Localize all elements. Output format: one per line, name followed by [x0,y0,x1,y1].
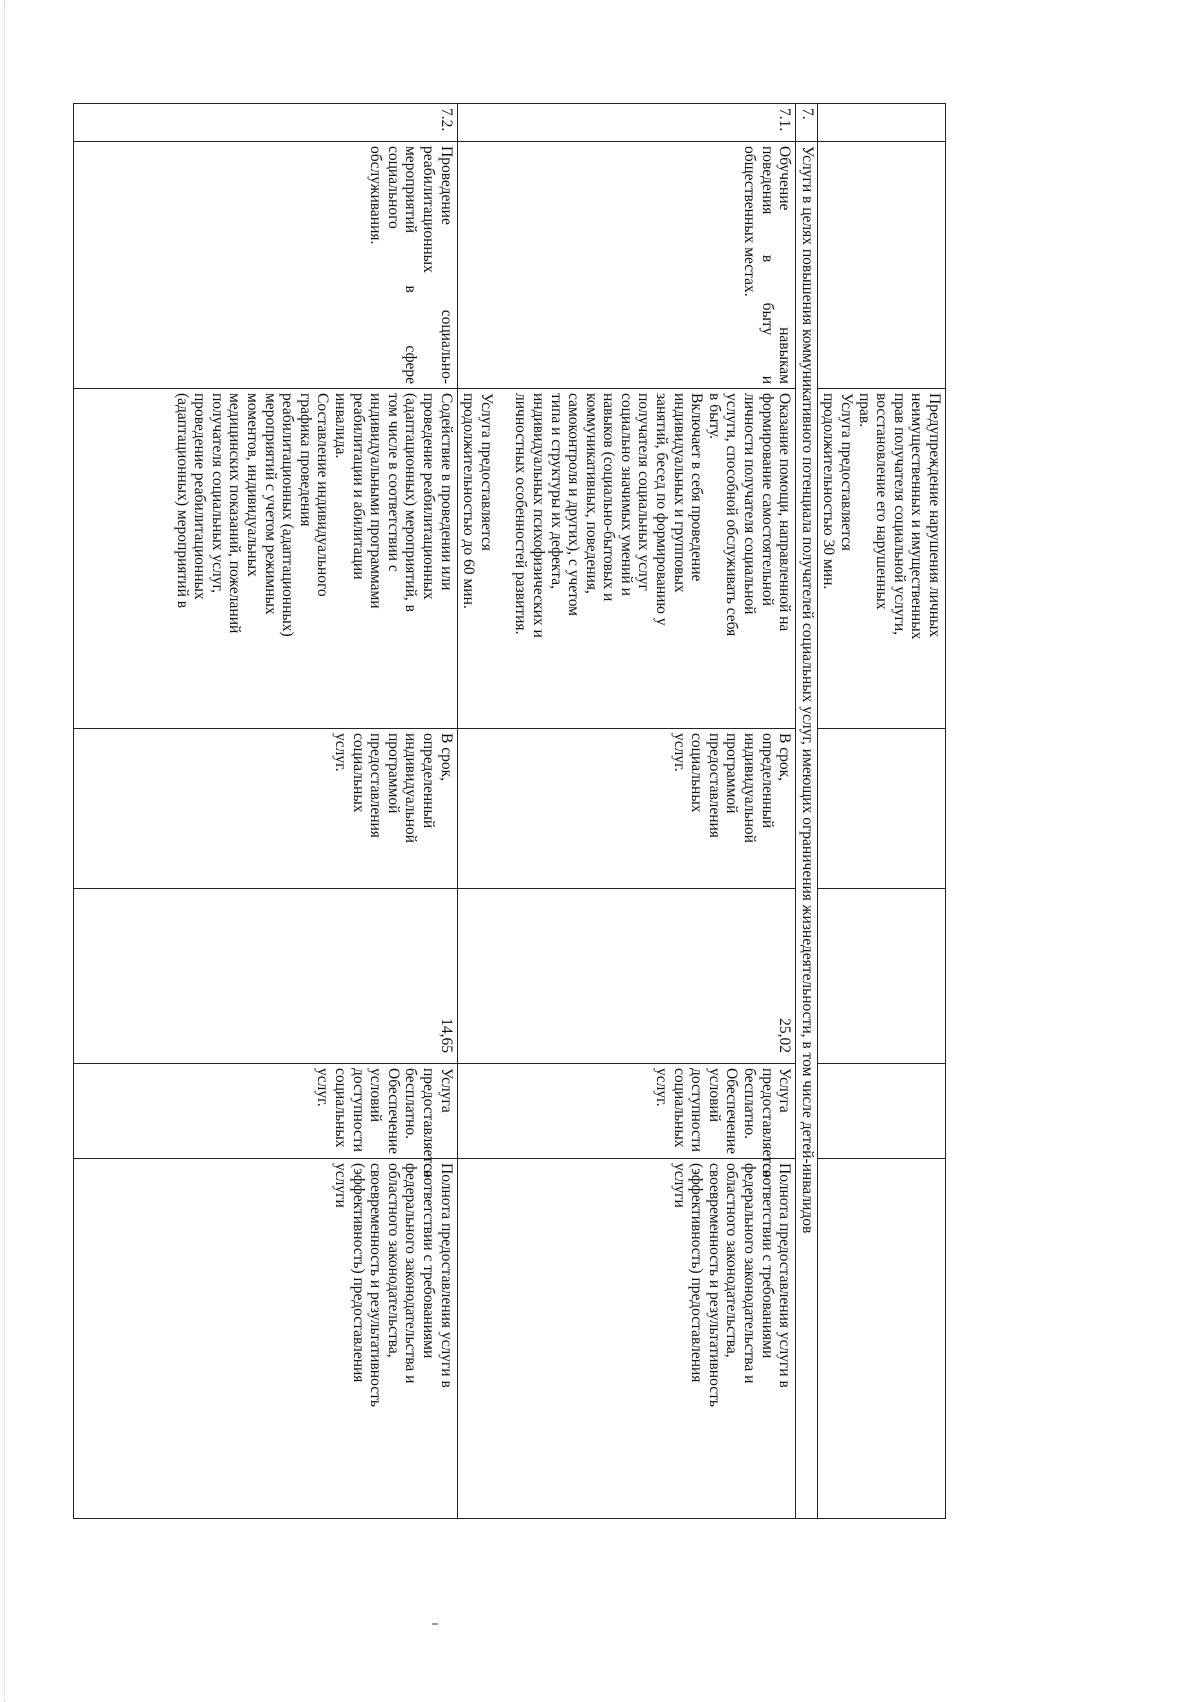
cell-description [457,389,796,729]
cell-quality [457,1159,796,1519]
scan-edge [4,0,6,1702]
text-line: В срок, [776,733,794,781]
text-line: Содействие в проведении или [437,393,455,591]
table-row [73,104,457,1519]
text-line: проведение реабилитационных [191,393,209,600]
section-header-row [796,104,818,1519]
text-line: Полнота предоставления услуги в [437,1163,455,1388]
cell-quality [73,1159,457,1519]
text-line: социальных [349,733,367,813]
text-line: (эффективность) предоставления [688,1163,706,1383]
text-line: индивидуальных и групповых [670,393,688,593]
spacer [495,393,512,724]
text-line: бесплатно. [741,1068,759,1140]
text-line: проведение реабилитационных [419,393,437,600]
text-line: Услуга предоставляется [477,393,495,551]
text-line: получателя социальных услуг [635,393,653,591]
text-line: продолжительностью до 60 мин. [460,393,478,609]
services-table [73,103,946,1519]
text-line: определенный [419,733,437,829]
text-line: инвалида. [332,393,349,459]
text-line: социальных [332,1068,349,1148]
rotated-document-page [103,103,946,1518]
text-line: занятий, бесед по формированию у [653,393,671,626]
table-row [457,104,796,1519]
text-line: программой [723,733,741,814]
text-line: условий [367,1068,385,1123]
text-line: областного законодательства, [723,1163,741,1358]
text-line: Услуга [776,1068,794,1113]
text-line: определенный [758,733,776,829]
text-line: доступности [688,1068,706,1152]
text-line: социальных [688,733,706,813]
text-line: федерального законодательства и [402,1163,420,1384]
cell-tariff [817,889,945,1064]
text-line: (адаптационных) мероприятий в [173,393,191,609]
text-line: индивидуальной [741,733,759,843]
cell-description [73,389,457,729]
text-line: личностных особенностей развития. [512,393,530,635]
text-line: социально значимых умений и [617,393,635,596]
text-line: обслуживания. [367,146,385,245]
text-line: В срок, [437,733,455,781]
cell-number: 7.2. [73,104,457,142]
cell-number [817,104,945,142]
text-line: областного законодательства, [384,1163,402,1358]
text-line: социального [384,146,402,229]
text-line: предоставления [367,733,385,838]
text-line: услуг. [670,733,688,772]
text-line: услуг. [653,1068,671,1107]
text-line: в быту. [705,393,723,440]
page-mark [432,1623,438,1625]
table-row [817,104,945,1519]
text-line: предоставляется [758,1068,776,1178]
text-line: реабилитации и абилитации [349,393,367,580]
text-line: бесплатно. [402,1068,420,1140]
text-line: мероприятий с учетом режимных [261,393,279,615]
text-line: мероприятий в сфере [402,146,420,384]
section-title: Услуги в целях повышения коммуникативного потенциала получателей социальных услуг, имеющих ограничения жизнедеятельности, в том числе детей-инвалидов [796,142,818,1519]
text-line: социальных [670,1068,688,1148]
text-line: своевременность и результативность [367,1163,385,1407]
text-line: услуг. [314,1068,332,1107]
text-line: медицинских показаний, пожеланий [226,393,244,634]
text-line: коммуникативных, поведения, [582,393,600,594]
text-line: реабилитационных (адаптационных) [279,393,297,637]
text-line: услуги [332,1163,349,1208]
text-line: навыков (социально-бытовых и [600,393,618,602]
text-line: своевременность и результативность [705,1163,723,1407]
text-line: прав получателя социальной услуги, [890,393,908,636]
text-line: Проведение социально- [437,146,455,384]
text-line: соответствии с требованиями [758,1163,776,1359]
text-line: типа и структуры их дефекта, [547,393,565,589]
text-line: Предупреждение нарушения личных [926,393,943,638]
text-line: Составление индивидуального [314,393,332,597]
text-line: соответствии с требованиями [419,1163,437,1359]
text-line: реабилитационных [419,146,437,273]
text-line: восстановление его нарушенных [873,393,891,610]
cell-tariff: 25,02 [457,889,796,1064]
text-line: федерального законодательства и [741,1163,759,1384]
text-line: моментов, индивидуальных [244,393,262,577]
text-line: услуги, способной обслуживать себя [723,393,741,637]
text-line: (адаптационных) мероприятий, в [402,393,420,612]
text-line: графика проведения [296,393,314,527]
text-line: Услуга предоставляется [838,393,856,551]
cell-tariff: 14,65 [73,889,457,1064]
text-line: Услуга [437,1068,455,1113]
cell-description [817,389,945,729]
cell-name [73,142,457,389]
cell-term [73,729,457,889]
text-line: индивидуальными программами [367,393,385,609]
text-line: Включает в себя проведение [688,393,706,582]
cell-term [817,729,945,889]
cell-name [457,142,796,389]
cell-conditions [457,1064,796,1178]
text-line: предоставляется [419,1068,437,1178]
text-line: Оказание помощи, направленной на [776,393,794,632]
cell-number: 7.1. [457,104,796,142]
text-line: общественных местах. [741,146,759,297]
text-line: Обучение навыкам [776,146,794,384]
text-line: прав. [855,393,873,428]
text-line: индивидуальной [402,733,420,843]
section-number: 7. [796,104,818,142]
text-line: предоставления [705,733,723,838]
cell-quality [817,1159,945,1519]
text-line: условий [705,1068,723,1123]
text-line: услуги [670,1163,688,1208]
text-line: самоконтроля и других), с учетом [565,393,583,616]
text-line: Обеспечение [384,1068,402,1154]
cell-name [817,142,945,389]
cell-conditions [73,1064,457,1178]
text-line: (эффективность) предоставления [349,1163,367,1383]
text-line: услуг. [332,733,349,772]
text-line: неимущественных и имущественных [908,393,926,640]
text-line: индивидуальных психофизических и [529,393,547,638]
text-line: том числе в соответствии с [384,393,402,572]
text-line: формирование самостоятельной [758,393,776,606]
text-line: поведения в быту и [758,146,776,384]
text-line: получателя социальных услуг, [208,393,226,593]
text-line: доступности [349,1068,367,1152]
text-line: Обеспечение [723,1068,741,1154]
text-line: продолжительностью 30 мин. [820,393,838,590]
text-line: Полнота предоставления услуги в [776,1163,794,1388]
text-line: личности получателя социальной [741,393,759,615]
text-line: программой [384,733,402,814]
cell-conditions [817,1064,945,1159]
cell-term [457,729,796,889]
